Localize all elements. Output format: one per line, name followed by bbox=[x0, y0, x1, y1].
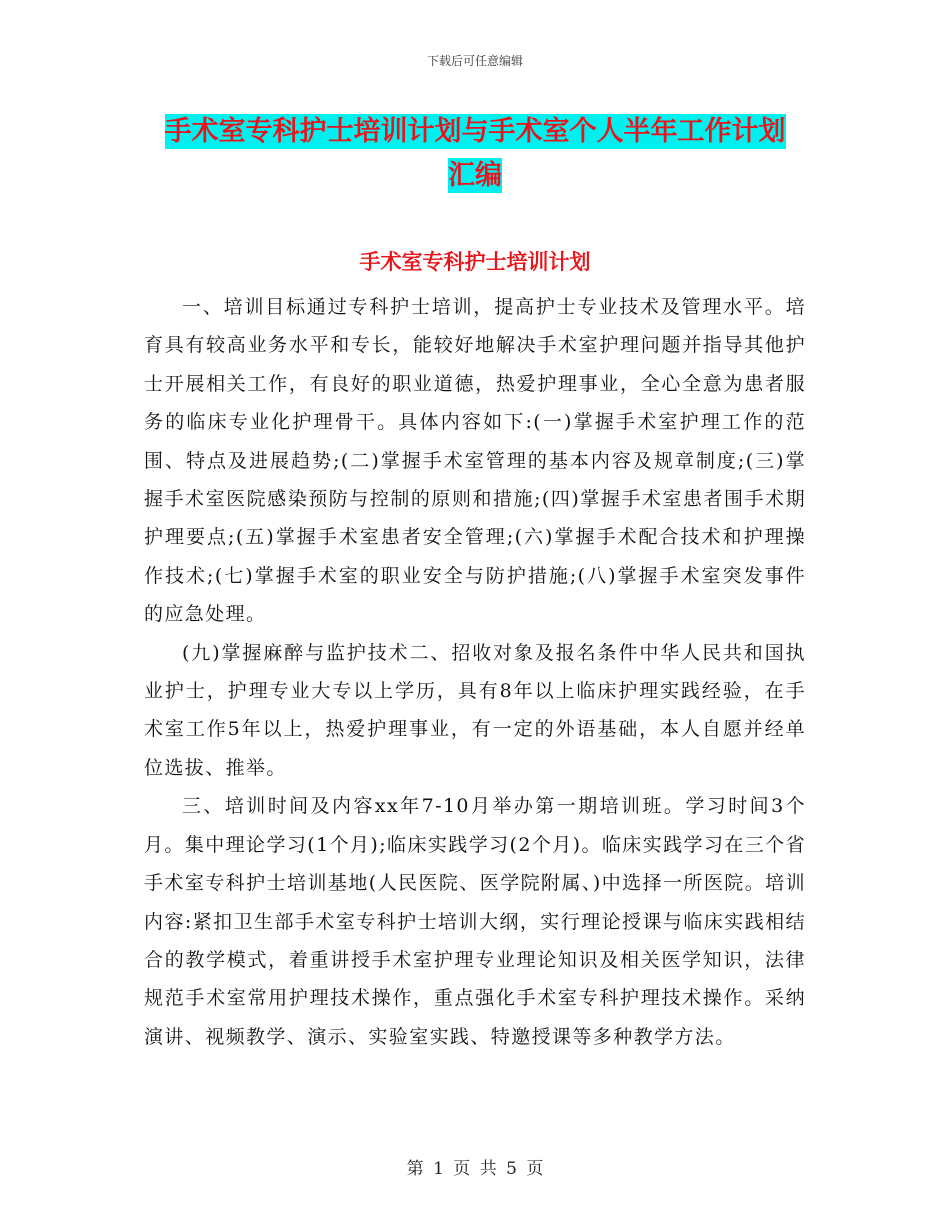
page-number: 第 1 页 共 5 页 bbox=[406, 1159, 544, 1179]
paragraph-training-goals: 一、培训目标通过专科护士培训，提高护士专业技术及管理水平。培育具有较高业务水平和专长，能较好地解决手术室护理问题并指导其他护士开展相关工作，有良好的职业道德，热爱护理事业，全心全意为患者服务的临床专业化护理骨干。具体内容如下:(一)掌握手术室护理工作的范围、特点及进展趋势;(二)掌握手术室管理的基本内容及规章制度;(三)掌握手术室医院感染预防与控制的原则和措施;(四)掌握手术室患者围手术期护理要点;(五)掌握手术室患者安全管理;(六)掌握手术配合技术和护理操作技术;(七)掌握手术室的职业安全与防护措施;(八)掌握手术室突发事件的应急处理。 bbox=[144, 296, 806, 626]
document-body bbox=[144, 288, 806, 1056]
paragraph-enrollment: (九)掌握麻醉与监护技术二、招收对象及报名条件中华人民共和国执业护士，护理专业大专以上学历，具有8年以上临床护理实践经验，在手术室工作5年以上，热爱护理事业，有一定的外语基础，本人自愿并经单位选拔、推举。 bbox=[144, 641, 806, 779]
document-title-line1: 手术室专科护士培训计划与手术室个人半年工作计划 bbox=[164, 116, 786, 147]
section-title: 手术室专科护士培训计划 bbox=[359, 249, 591, 274]
document-title-line2: 汇编 bbox=[448, 160, 502, 191]
document-title bbox=[0, 110, 950, 198]
page-header-note: 下载后可任意编辑 bbox=[426, 54, 523, 68]
paragraph-schedule-content: 三、培训时间及内容xx年7-10月举办第一期培训班。学习时间3个月。集中理论学习(1个月);临床实践学习(2个月)。临床实践学习在三个省手术室专科护士培训基地(人民医院、医学院附属、)中选择一所医院。培训内容:紧扣卫生部手术室专科护士培训大纲，实行理论授课与临床实践相结合的教学模式，着重讲授手术室护理专业理论知识及相关医学知识，法律规范手术室常用护理技术操作，重点强化手术室专科护理技术操作。采纳演讲、视频教学、演示、实验室实践、特邀授课等多种教学方法。 bbox=[144, 795, 806, 1048]
